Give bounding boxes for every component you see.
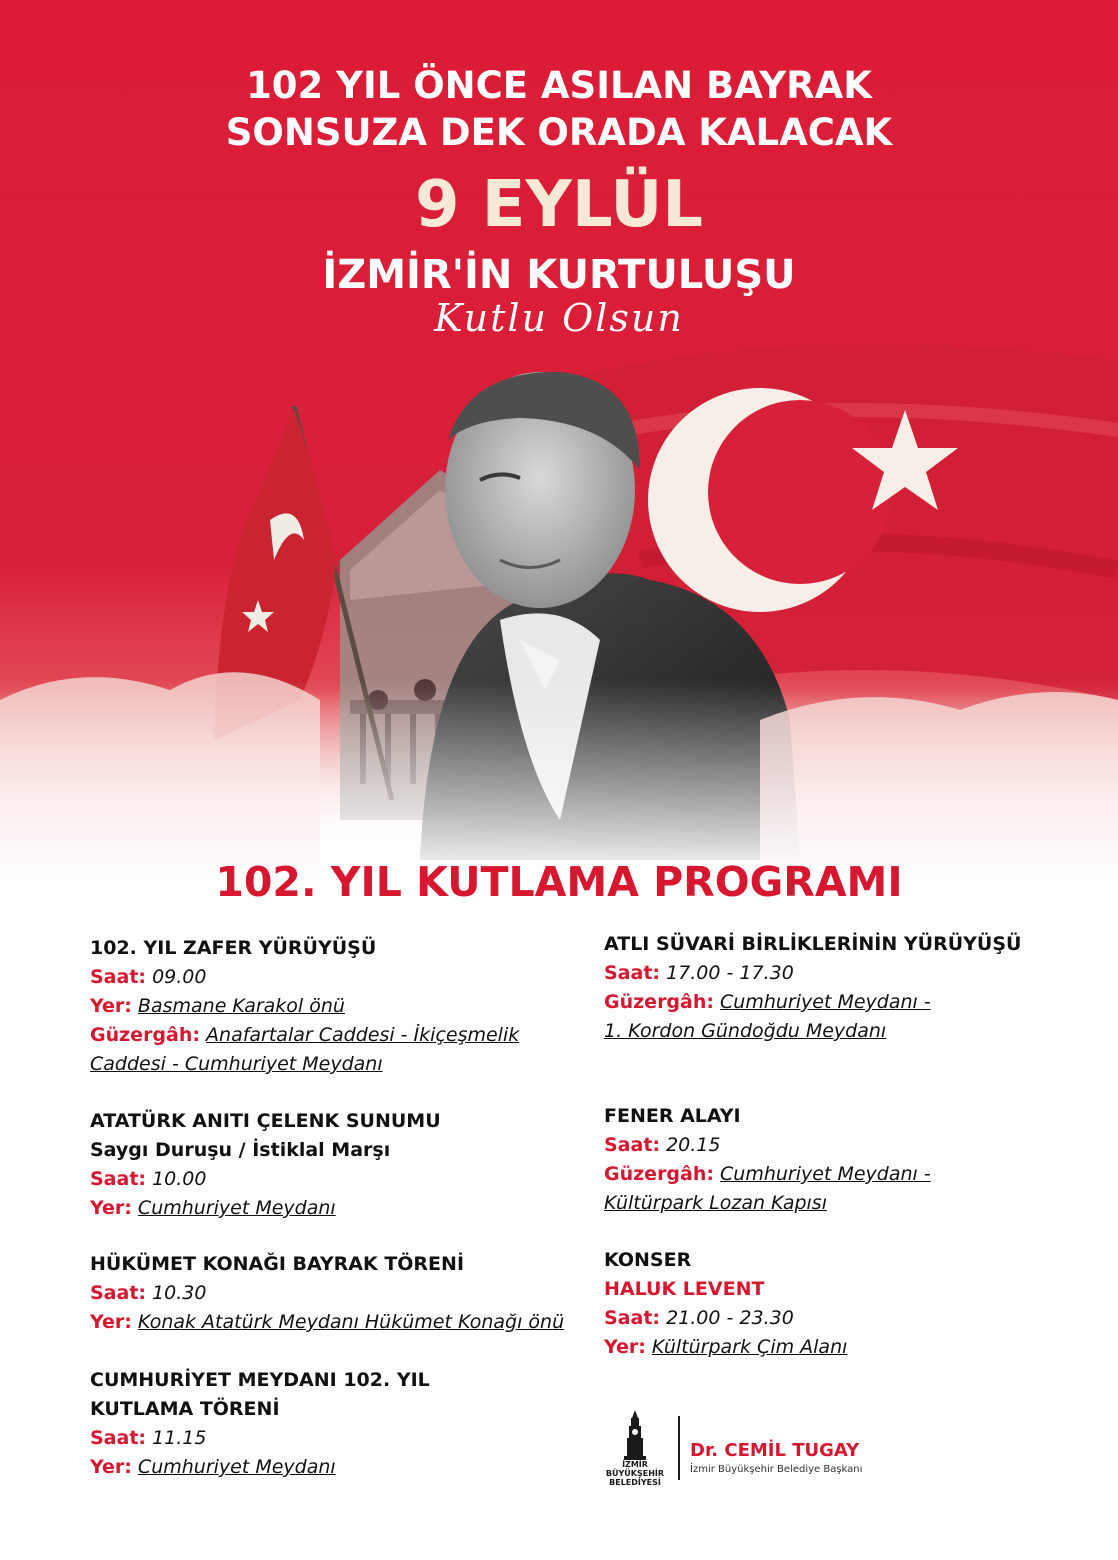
event-time: 17.00 - 17.30 bbox=[666, 962, 794, 984]
event-route-line-1: Cumhuriyet Meydanı - bbox=[720, 1163, 931, 1185]
time-label: Saat: bbox=[604, 962, 661, 984]
place-label: Yer: bbox=[90, 1456, 132, 1478]
event-fener-alayi bbox=[604, 1102, 1074, 1218]
headline-subtitle: İZMİR'İN KURTULUŞU bbox=[322, 252, 796, 298]
time-label: Saat: bbox=[90, 1168, 147, 1190]
event-kutlama-toreni bbox=[90, 1366, 560, 1482]
logo-text-line-1: İZMİR bbox=[622, 1460, 648, 1469]
event-time: 20.15 bbox=[666, 1134, 721, 1156]
event-place: Cumhuriyet Meydanı bbox=[137, 1197, 336, 1219]
logo-text-line-2: BÜYÜKŞEHİR bbox=[605, 1469, 665, 1478]
event-title: 102. YIL ZAFER YÜRÜYÜŞÜ bbox=[90, 937, 377, 959]
event-title-line-2: KUTLAMA TÖRENİ bbox=[90, 1398, 280, 1420]
event-route-line-2: 1. Kordon Gündoğdu Meydanı bbox=[604, 1020, 887, 1042]
place-label: Yer: bbox=[604, 1336, 646, 1358]
event-celenk-sunumu bbox=[90, 1107, 560, 1223]
event-place: Kültürpark Çim Alanı bbox=[651, 1336, 848, 1358]
mayor-title: İzmir Büyükşehir Belediye Başkanı bbox=[690, 1464, 863, 1475]
headline-line-2: SONSUZA DEK ORADA KALACAK bbox=[225, 111, 893, 154]
event-bayrak-toreni bbox=[90, 1250, 565, 1337]
event-route-line-2: Caddesi - Cumhuriyet Meydanı bbox=[90, 1053, 383, 1075]
time-label: Saat: bbox=[90, 1282, 147, 1304]
event-place: Basmane Karakol önü bbox=[137, 995, 345, 1017]
event-konser bbox=[604, 1246, 1074, 1362]
headline-script: Kutlu Olsun bbox=[434, 296, 684, 340]
event-place: Konak Atatürk Meydanı Hükümet Konağı önü bbox=[137, 1311, 565, 1333]
event-subtitle: Saygı Duruşu / İstiklal Marşı bbox=[90, 1139, 391, 1161]
event-suvari-yuruyusu bbox=[604, 930, 1074, 1046]
cloud-fade bbox=[0, 672, 1118, 880]
route-label: Güzergâh: bbox=[90, 1024, 200, 1046]
event-title: ATATÜRK ANITI ÇELENK SUNUMU bbox=[90, 1110, 441, 1132]
event-title-line-1: CUMHURİYET MEYDANI 102. YIL bbox=[90, 1369, 430, 1391]
event-time: 11.15 bbox=[152, 1427, 207, 1449]
place-label: Yer: bbox=[90, 995, 132, 1017]
headline-date: 9 EYLÜL bbox=[414, 168, 704, 242]
time-label: Saat: bbox=[90, 1427, 147, 1449]
footer-divider bbox=[678, 1416, 680, 1480]
event-zafer-yuruyusu bbox=[90, 934, 560, 1079]
event-time: 10.00 bbox=[152, 1168, 207, 1190]
place-label: Yer: bbox=[90, 1311, 132, 1333]
event-title: FENER ALAYI bbox=[604, 1105, 741, 1127]
headline-line-1: 102 YIL ÖNCE ASILAN BAYRAK bbox=[246, 64, 872, 107]
time-label: Saat: bbox=[604, 1134, 661, 1156]
program-title: 102. YIL KUTLAMA PROGRAMI bbox=[215, 858, 903, 906]
event-title: KONSER bbox=[604, 1249, 692, 1271]
event-title: ATLI SÜVARİ BİRLİKLERİNİN YÜRÜYÜŞÜ bbox=[604, 933, 1022, 955]
place-label: Yer: bbox=[90, 1197, 132, 1219]
event-title: HÜKÜMET KONAĞI BAYRAK TÖRENİ bbox=[90, 1253, 465, 1275]
route-label: Güzergâh: bbox=[604, 1163, 714, 1185]
route-label: Güzergâh: bbox=[604, 991, 714, 1013]
event-route-line-1: Anafartalar Caddesi - İkiçeşmelik bbox=[206, 1024, 520, 1046]
time-label: Saat: bbox=[90, 966, 147, 988]
event-time: 09.00 bbox=[152, 966, 207, 988]
event-route-line-1: Cumhuriyet Meydanı - bbox=[720, 991, 931, 1013]
event-performer: HALUK LEVENT bbox=[604, 1278, 765, 1300]
event-time: 21.00 - 23.30 bbox=[666, 1307, 794, 1329]
mayor-name: Dr. CEMİL TUGAY bbox=[690, 1440, 860, 1461]
time-label: Saat: bbox=[604, 1307, 661, 1329]
event-route-line-2: Kültürpark Lozan Kapısı bbox=[604, 1192, 827, 1214]
event-time: 10.30 bbox=[152, 1282, 207, 1304]
event-place: Cumhuriyet Meydanı bbox=[137, 1456, 336, 1478]
logo-text-line-3: BELEDİYESİ bbox=[609, 1478, 661, 1487]
